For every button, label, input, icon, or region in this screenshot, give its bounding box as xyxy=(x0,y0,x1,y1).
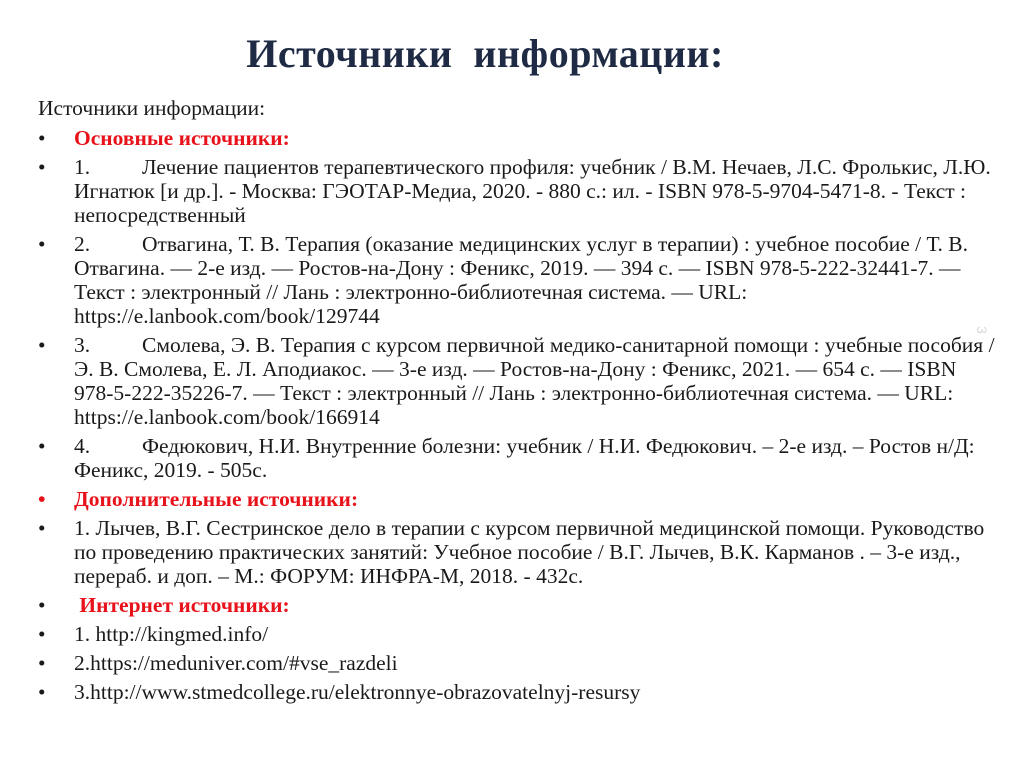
item-number: 4. xyxy=(74,434,91,458)
slide-number: 3 xyxy=(973,326,990,334)
item-text: Смолева, Э. В. Терапия с курсом первичной медико-санитарной помощи : учебные пособия / Э. В. Смолева, Е. Л. Аподиакос. — 3-е изд. — Ростов-на-Дону : Феникс, 2021. — 654 с. — ISBN 978-5-222-35226-7. — Текст : электронный // Лань : электронно-библиотечная система. — URL: https://e.lanbook.com/book/166914 xyxy=(74,333,995,429)
list-item xyxy=(38,333,998,429)
list-item-internet-heading xyxy=(38,593,998,617)
bullet-icon: • xyxy=(38,155,46,179)
link-text[interactable]: 3.http://www.stmedcollege.ru/elektronnye-obrazovatelnyj-resursy xyxy=(74,680,641,704)
list-item-main-heading xyxy=(38,126,998,150)
list-item xyxy=(38,232,998,328)
list-item xyxy=(38,516,998,588)
intro-text: Источники информации: xyxy=(38,96,266,120)
bullet-icon: • xyxy=(38,622,46,646)
list-item xyxy=(38,651,998,675)
bullet-icon: • xyxy=(38,680,46,704)
item-number: 3. xyxy=(74,333,91,357)
item-text: Лечение пациентов терапевтического профиля: учебник / В.М. Нечаев, Л.С. Фролькис, Л.Ю. Игнатюк [и др.]. - Москва: ГЭОТАР-Медиа, 2020. - 880 с.: ил. - ISBN 978-5-9704-5471-8. - Текст : непосредственный xyxy=(74,155,991,227)
list-item-additional-heading xyxy=(38,487,998,511)
bullet-icon: • xyxy=(38,434,46,458)
item-number: 1. xyxy=(74,155,91,179)
bullet-icon: • xyxy=(38,593,46,617)
source-list xyxy=(38,126,998,704)
slide-content xyxy=(38,96,998,709)
section-heading-internet: Интернет источники: xyxy=(74,593,290,617)
section-heading-additional: Дополнительные источники: xyxy=(74,487,359,511)
list-item xyxy=(38,622,998,646)
list-item xyxy=(38,680,998,704)
item-text: Отвагина, Т. В. Терапия (оказание медицинских услуг в терапии) : учебное пособие / Т. В. Отвагина. — 2-е изд. — Ростов-на-Дону : Феникс, 2019. — 394 с. — ISBN 978-5-222-32441-7. — Текст : электронный // Лань : электронно-библиотечная система. — URL: https://e.lanbook.com/book/129744 xyxy=(74,232,968,328)
bullet-icon: • xyxy=(38,516,46,540)
page-title: Источники информации: xyxy=(246,31,724,76)
item-number: 2. xyxy=(74,232,91,256)
bullet-icon: • xyxy=(38,487,46,511)
link-text[interactable]: 1. http://kingmed.info/ xyxy=(74,622,269,646)
section-heading-main: Основные источники: xyxy=(74,126,290,150)
list-item xyxy=(38,155,998,227)
bullet-icon: • xyxy=(38,126,46,150)
bullet-icon: • xyxy=(38,333,46,357)
bullet-icon: • xyxy=(38,232,46,256)
list-item xyxy=(38,434,998,482)
bullet-icon: • xyxy=(38,651,46,675)
link-text[interactable]: 2.https://meduniver.com/#vse_razdeli xyxy=(74,651,398,675)
item-text: 1. Лычев, В.Г. Сестринское дело в терапии с курсом первичной медицинской помощи. Руководство по проведению практических занятий: Учебное пособие / В.Г. Лычев, В.К. Карманов . – 3-е изд., перераб. и доп. – М.: ФОРУМ: ИНФРА-М, 2018. - 432с. xyxy=(74,516,985,588)
item-text: Федюкович, Н.И. Внутренние болезни: учебник / Н.И. Федюкович. – 2-е изд. – Ростов н/Д: Феникс, 2019. - 505с. xyxy=(74,434,975,482)
